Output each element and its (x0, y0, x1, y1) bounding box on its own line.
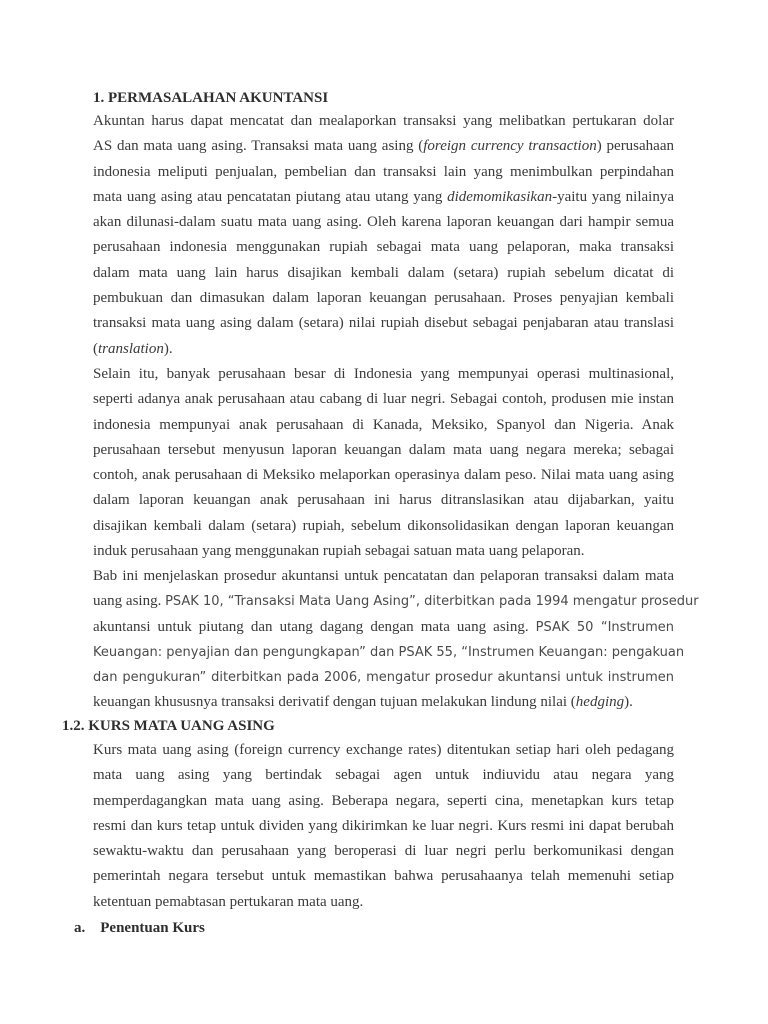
paragraph-line: Kurs mata uang asing (foreign currency exchange rates) ditentukan setiap hari oleh pedagang (93, 742, 674, 758)
paragraph-line: memperdagangkan mata uang asing. Beberapa negara, seperti cina, menetapkan kurs tetap (93, 792, 674, 809)
paragraph-line: pemerintah negara tersebut untuk memastikan bahwa perusahaanya telah memenuhi setiap (93, 868, 674, 885)
paragraph-line: perusahaan indonesia menggunakan rupiah sebagai mata uang pelaporan, maka transaksi (93, 239, 674, 256)
paragraph-line: Selain itu, banyak perusahaan besar di Indonesia yang mempunyai operasi multinasional, (93, 366, 674, 382)
paragraph-line: seperti adanya anak perusahaan atau cabang di luar negri. Sebagai contoh, produsen mie instan (93, 391, 674, 408)
paragraph-line: mata uang asing atau pencatatan piutang atau utang yang didemomikasikan-yaitu yang nilainya (93, 188, 674, 205)
paragraph-line: pembukuan dan dimasukan dalam laporan keuangan perusahaan. Proses penyajian kembali (93, 290, 674, 307)
paragraph-line: dan pengukuran” diterbitkan pada 2006, mengatur prosedur akuntansi untuk instrumen (93, 670, 674, 686)
paragraph-line: keuangan khususnya transaksi derivatif dengan tujuan melakukan lindung nilai (hedging). (93, 694, 633, 711)
paragraph-line: transaksi mata uang asing dalam (setara) nilai rupiah disebut sebagai penjabaran atau translasi (93, 315, 674, 332)
paragraph-line: (translation). (93, 340, 173, 357)
section-1-paragraph-1 (93, 109, 674, 362)
paragraph-line: sewaktu-waktu dan perusahaan yang beroperasi di luar negri perlu berkomunikasi dengan (93, 843, 674, 860)
paragraph-line: dalam mata uang lain harus disajikan kembali dalam (setara) rupiah sebelum dicatat di (93, 264, 674, 281)
section-1-2-paragraph (93, 738, 674, 915)
paragraph-line: Keuangan: penyajian dan pengungkapan” dan PSAK 55, “Instrumen Keuangan: pengakuan (93, 644, 685, 660)
paragraph-line: disajikan kembali dalam (setara) rupiah, sebelum dikonsolidasikan dengan laporan keuangan (93, 517, 674, 534)
emphasis-text: foreign currency transaction (423, 138, 597, 155)
section-1-paragraph-3 (93, 564, 699, 716)
paragraph-line: AS dan mata uang asing. Transaksi mata uang asing (foreign currency transaction) perusahaan (93, 138, 674, 155)
paragraph-line: uang asing. PSAK 10, “Transaksi Mata Uang Asing”, diterbitkan pada 1994 mengatur prosedur (93, 593, 699, 610)
paragraph-line: indonesia mempunyai anak perusahaan di Kanada, Meksiko, Spanyol dan Nigeria. Anak (93, 416, 674, 433)
emphasis-text: didemomikasikan (447, 188, 553, 205)
emphasis-text: hedging (575, 694, 625, 711)
paragraph-line: contoh, anak perusahaan di Meksiko melaporkan operasinya dalam peso. Nilai mata uang asing (93, 467, 674, 484)
paragraph-line: akan dilunasi-dalam suatu mata uang asing. Oleh karena laporan keuangan dari hampir semua (93, 214, 674, 231)
paragraph-line: dalam laporan keuangan anak perusahaan ini harus ditranslasikan atau dijabarkan, yaitu (93, 492, 674, 509)
paragraph-line: indonesia meliputi penjualan, pembelian dan transaksi lain yang menimbulkan perpindahan (93, 163, 674, 180)
section-1-2-heading: 1.2. KURS MATA UANG ASING (62, 718, 275, 734)
paragraph-line: induk perusahaan yang menggunakan rupiah sebagai satuan mata uang pelaporan. (93, 543, 585, 560)
emphasis-text: translation (98, 340, 164, 357)
paragraph-line: akuntansi untuk piutang dan utang dagang dengan mata uang asing. PSAK 50 “Instrumen (93, 618, 674, 635)
paragraph-line: resmi dan kurs tetap untuk dividen yang dikirimkan ke luar negri. Kurs resmi ini dapat berubah (93, 817, 674, 834)
paragraph-line: perusahaan tersebut menyusun laporan keuangan dalam mata uang negara mereka; sebagai (93, 441, 674, 458)
paragraph-line: Akuntan harus dapat mencatat dan mealaporkan transaksi yang melibatkan pertukaran dolar (93, 113, 674, 129)
paragraph-line: Bab ini menjelaskan prosedur akuntansi untuk pencatatan dan pelaporan transaksi dalam mata (93, 568, 674, 584)
section-1-paragraph-2 (93, 362, 674, 564)
paragraph-line: ketentuan pemabtasan pertukaran mata uang. (93, 893, 364, 910)
section-1-heading: 1. PERMASALAHAN AKUNTANSI (93, 90, 329, 106)
subsection-a-heading: a. Penentuan Kurs (74, 920, 205, 936)
paragraph-line: mata uang asing yang bertindak sebagai agen untuk indiuvidu atau negara yang (93, 767, 674, 784)
